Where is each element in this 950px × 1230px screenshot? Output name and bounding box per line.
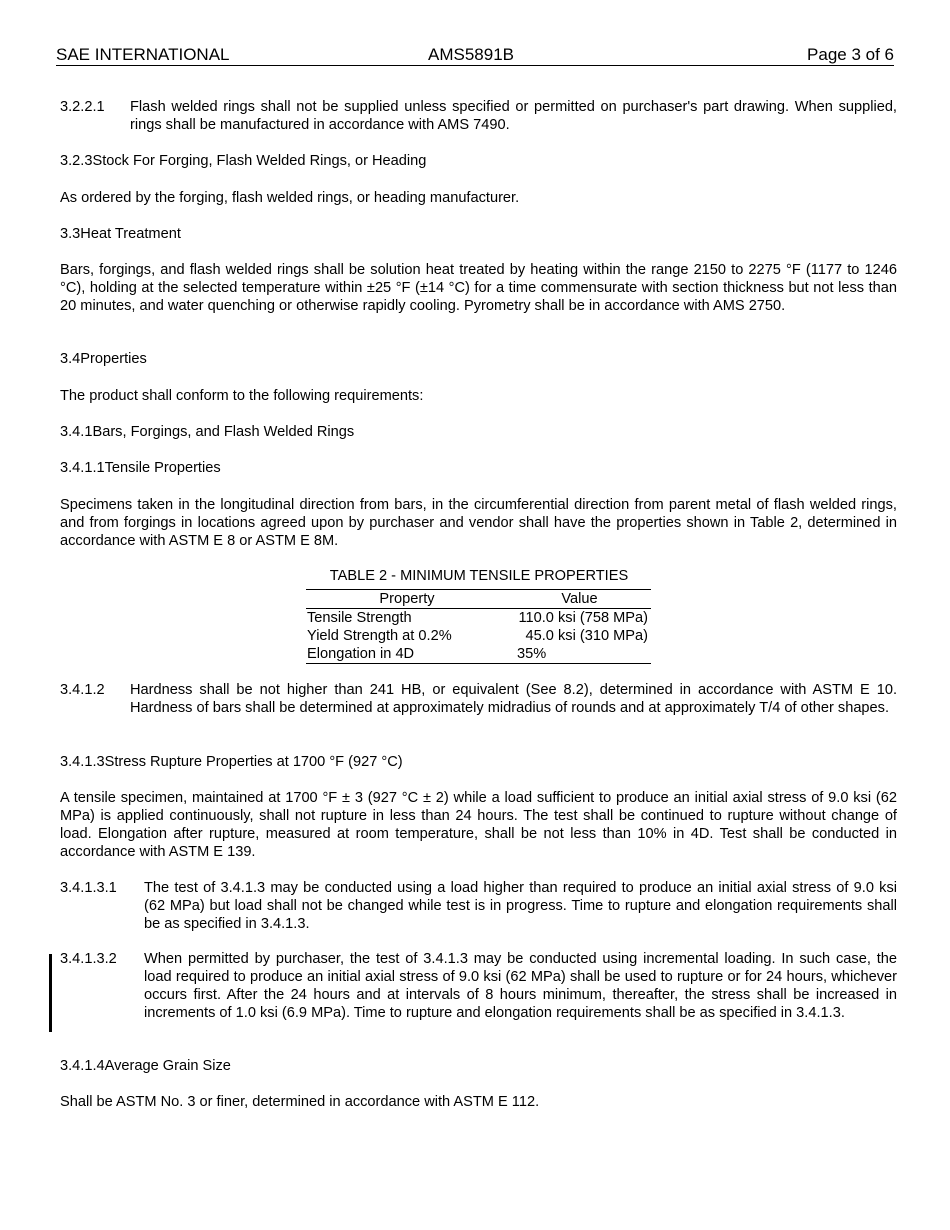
revision-change-bar xyxy=(49,954,52,1032)
section-text: Flash welded rings shall not be supplied unless specified or permitted on purchaser's part drawing. When supplied, rings shall be manufactured in accordance with AMS 7490. xyxy=(130,99,897,133)
section-3-2-2-1 xyxy=(60,98,897,134)
section-number: 3.4 xyxy=(60,351,81,367)
section-3-4-1-2 xyxy=(60,681,897,717)
section-title: Bars, Forgings, and Flash Welded Rings xyxy=(92,424,355,440)
section-number: 3.4.1.4 xyxy=(60,1058,105,1074)
section-number: 3.4.1.3.1 xyxy=(60,880,117,896)
table-row xyxy=(306,627,651,645)
section-3-3-text: Bars, forgings, and flash welded rings shall be solution heat treated by heating within the range 2150 to 2275 °F (1177 to 1246 °C), holding at the selected temperature within ±25 °F (±14 °C) for a time commensurate with section thickness but not less than 20 minutes, and water quenching or otherwise rapidly cooling. Pyrometry shall be in accordance with AMS 2750. xyxy=(60,262,897,314)
cell-value: 110.0 ksi (758 MPa) xyxy=(518,610,648,626)
section-3-4-1-heading xyxy=(60,423,897,441)
table-row xyxy=(306,645,651,664)
section-3-4-1-1-heading xyxy=(60,459,897,477)
section-number: 3.2.3 xyxy=(60,153,93,169)
section-3-4-1-3-2 xyxy=(60,950,897,1022)
section-3-4-1-4-heading xyxy=(60,1057,897,1075)
section-title: Properties xyxy=(80,351,147,367)
section-3-4-1-3-heading xyxy=(60,753,897,771)
section-3-4-1-1-text: Specimens taken in the longitudinal direction from bars, in the circumferential direction from parent metal of flash welded rings, and from forgings in locations agreed upon by purchaser and vendor shall have the properties shown in Table 2, determined in accordance with ASTM E 8 or ASTM E 8M. xyxy=(60,497,897,549)
section-number: 3.4.1.3.2 xyxy=(60,951,117,967)
section-number: 3.2.2.1 xyxy=(60,99,105,115)
section-number: 3.4.1.1 xyxy=(60,460,105,476)
section-title: Stress Rupture Properties at 1700 °F (927 °C) xyxy=(104,754,403,770)
section-title: Tensile Properties xyxy=(104,460,221,476)
header-doc-number: AMS5891B xyxy=(428,45,514,64)
section-text: Hardness shall be not higher than 241 HB, or equivalent (See 8.2), determined in accordance with ASTM E 10. Hardness of bars shall be determined at approximately midradius of rounds and at approximately T/4 of other shapes. xyxy=(130,682,897,716)
section-title: Heat Treatment xyxy=(80,226,181,242)
section-3-2-3-text: As ordered by the forging, flash welded rings, or heading manufacturer. xyxy=(60,190,520,206)
section-3-2-3-heading xyxy=(60,152,897,170)
section-number: 3.3 xyxy=(60,226,81,242)
section-3-4-1-4-text: Shall be ASTM No. 3 or finer, determined in accordance with ASTM E 112. xyxy=(60,1094,540,1110)
cell-property: Tensile Strength xyxy=(307,610,412,626)
column-header-value: Value xyxy=(508,590,651,609)
cell-value: 35% xyxy=(508,645,651,664)
header-org: SAE INTERNATIONAL xyxy=(56,45,230,64)
section-text: The test of 3.4.1.3 may be conducted using a load higher than required to produce an initial axial stress of 9.0 ksi (62 MPa) but load shall not be changed while test is in progress. Time to rupture and elongation requirements shall be as specified in 3.4.1.3. xyxy=(144,880,897,932)
header-page-number: Page 3 of 6 xyxy=(807,45,894,64)
cell-value: 45.0 ksi (310 MPa) xyxy=(525,628,648,644)
cell-property: Elongation in 4D xyxy=(306,645,508,664)
column-header-property: Property xyxy=(306,590,508,609)
section-3-4-1-3-text: A tensile specimen, maintained at 1700 °F ± 3 (927 °C ± 2) while a load sufficient to produce an initial axial stress of 9.0 ksi (62 MPa) is applied continuously, shall not rupture in less than 24 hours. The test shall be continued to rupture without change of load. Elongation after rupture, measured at room temperature, shall be not less than 10% in 4D. Test shall be conducted in accordance with ASTM E 139. xyxy=(60,790,897,860)
section-3-4-heading xyxy=(60,350,897,368)
table-row xyxy=(306,609,651,628)
section-number: 3.4.1.2 xyxy=(60,682,105,698)
section-number: 3.4.1 xyxy=(60,424,93,440)
section-text: When permitted by purchaser, the test of 3.4.1.3 may be conducted using incremental loading. In such case, the load required to produce an initial axial stress of 9.0 ksi (62 MPa) shall be used to rupture or for 24 hours, whichever occurs first. After the 24 hours and at intervals of 8 hours minimum, thereafter, the stress shall be increased in increments of 1.0 ksi (6.9 MPa). Time to rupture and elongation requirements shall be as specified in 3.4.1.3. xyxy=(144,951,897,1021)
section-3-3-heading xyxy=(60,225,897,243)
section-number: 3.4.1.3 xyxy=(60,754,105,770)
page-header xyxy=(56,45,894,66)
section-title: Stock For Forging, Flash Welded Rings, or Heading xyxy=(92,153,427,169)
section-title: Average Grain Size xyxy=(104,1058,231,1074)
section-3-4-1-3-1 xyxy=(60,879,897,933)
table-2 xyxy=(306,589,651,664)
cell-property: Yield Strength at 0.2% xyxy=(307,628,452,644)
table-2-title: TABLE 2 - MINIMUM TENSILE PROPERTIES xyxy=(329,568,629,584)
section-3-4-text: The product shall conform to the following requirements: xyxy=(60,388,424,404)
